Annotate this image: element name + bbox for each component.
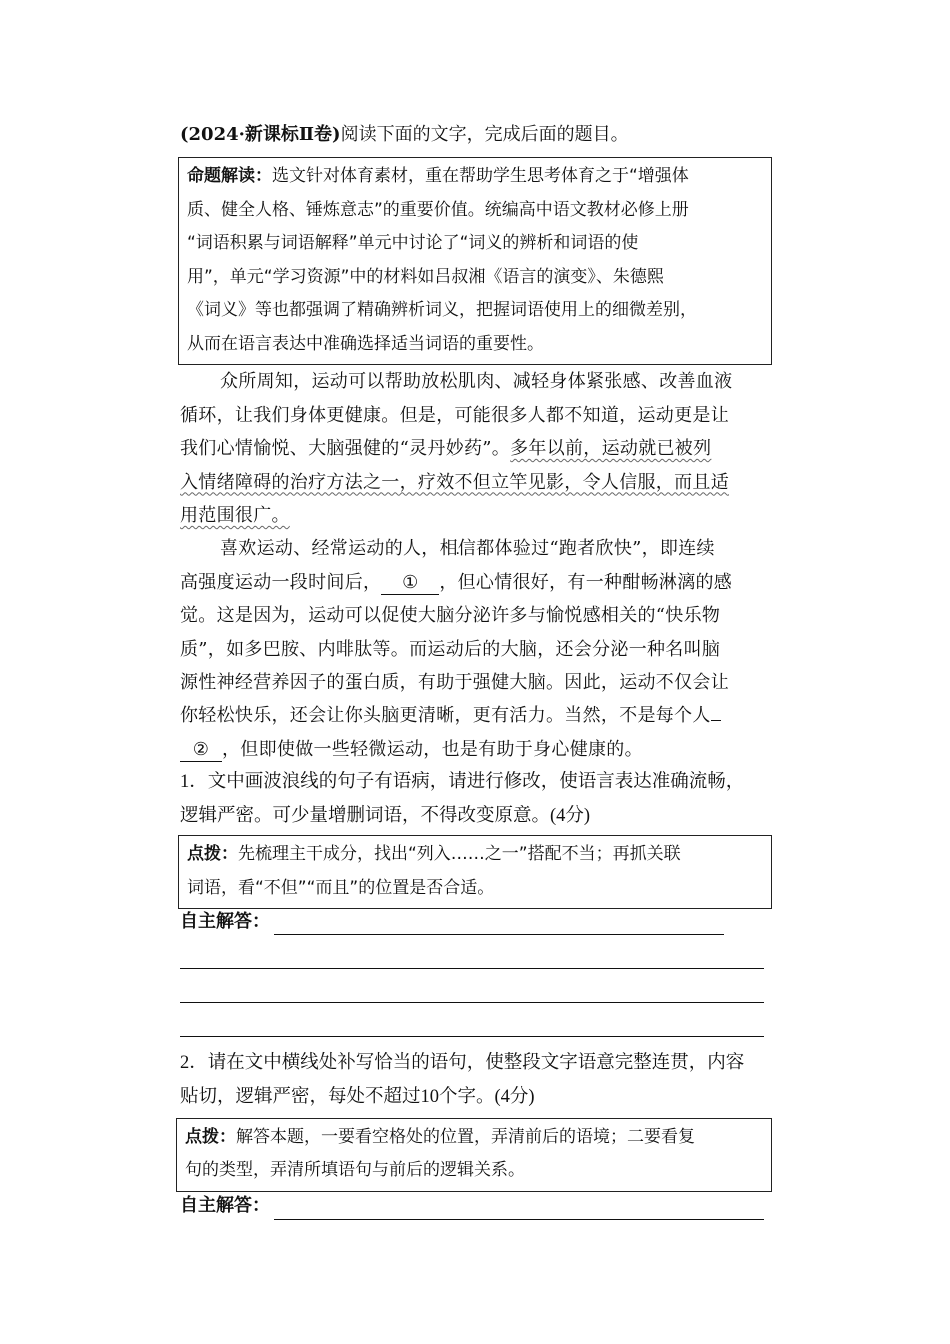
passage-paragraph-1 bbox=[180, 365, 772, 532]
intro-line: 用”，单元“学习资源”中的材料如吕叔湘《语言的演变》、朱德熙 bbox=[187, 266, 664, 287]
answer-line[interactable] bbox=[180, 935, 764, 969]
passage-line: 众所周知，运动可以帮助放松肌肉、减轻身体紧张感、改善血液 bbox=[220, 371, 733, 393]
passage-line: 源性神经营养因子的蛋白质，有助于强健大脑。因此，运动不仅会让 bbox=[180, 672, 729, 694]
answer-area-1 bbox=[180, 909, 772, 935]
hint-label: 点拨： bbox=[185, 1126, 236, 1147]
wavy-sentence: 用范围很广。 bbox=[180, 505, 290, 527]
blank-2[interactable]: ② bbox=[180, 739, 222, 762]
answer-label: 自主解答： bbox=[180, 1194, 270, 1216]
passage-text: ，但即使做一些轻微运动，也是有助于身心健康的。 bbox=[222, 738, 643, 760]
header-line bbox=[180, 118, 772, 151]
intro-line: 从而在语言表达中准确选择适当词语的重要性。 bbox=[187, 333, 544, 354]
dotted-word: 相信 bbox=[439, 538, 477, 560]
hint-line: 句的类型，弄清所填语句与前后的逻辑关系。 bbox=[185, 1160, 525, 1181]
blank-2-start[interactable] bbox=[711, 720, 721, 721]
answer-line[interactable] bbox=[180, 969, 764, 1003]
question-1-line: 1．文中画波浪线的句子有语病，请进行修改，使语言表达准确流畅， bbox=[180, 772, 745, 793]
intro-line: 选文针对体育素材，重在帮助学生思考体育之于“增强体 bbox=[272, 166, 689, 187]
hint-line: 解答本题，一要看空格处的位置，弄清前后的语境；二要看复 bbox=[236, 1126, 695, 1147]
wavy-sentence: 多年以前，运动就已被列 bbox=[510, 438, 712, 460]
passage-line: 循环，让我们身体更健康。但是，可能很多人都不知道，运动更是让 bbox=[180, 404, 729, 426]
answer-line[interactable] bbox=[180, 1003, 764, 1037]
intro-label: 命题解读： bbox=[187, 166, 272, 187]
source-tag: (2024·新课标Ⅱ卷) bbox=[180, 124, 341, 145]
passage-line: 质”，如多巴胺、内啡肽等。而运动后的大脑，还会分泌一种名叫脑 bbox=[180, 638, 721, 660]
hint-box-1 bbox=[178, 835, 772, 909]
passage-text: 都体验过“跑者欣快”，即连续 bbox=[476, 538, 715, 560]
intro-line: “词语积累与词语解释”单元中讨论了“词义的辨析和词语的使 bbox=[187, 233, 639, 254]
hint-line: 词语，看“不但”“而且”的位置是否合适。 bbox=[187, 877, 495, 898]
answer-label: 自主解答： bbox=[180, 911, 270, 933]
question-2 bbox=[180, 1047, 772, 1114]
passage-text: ，但心情很好，有一种酣畅淋漓的感 bbox=[439, 571, 733, 593]
passage-text: 高强度运动一段时间后， bbox=[180, 571, 382, 593]
answer-area-2 bbox=[180, 1192, 772, 1220]
passage-line: 我们心情愉悦、大脑强健的“灵丹妙药”。 bbox=[180, 438, 511, 460]
passage-text: 喜欢运动、经常运动的人， bbox=[220, 538, 440, 560]
question-2-line: 2．请在文中横线处补写恰当的语句，使整段文字语意完整连贯，内容 bbox=[180, 1053, 745, 1074]
passage-line: 觉。这是因为，运动可以促使大脑分泌许多与愉悦感相关的“快乐物 bbox=[180, 605, 721, 627]
hint-line: 先梳理主干成分，找出“列入……之一”搭配不当；再抓关联 bbox=[238, 844, 681, 865]
hint-box-2 bbox=[176, 1118, 772, 1192]
intro-box bbox=[178, 157, 772, 365]
passage-text: 你轻松快乐，还会让你头脑更清晰，更有活力。当然，不是每个人 bbox=[180, 705, 711, 727]
blank-1[interactable]: ① bbox=[381, 572, 439, 595]
question-1-line: 逻辑严密。可少量增删词语，不得改变原意。(4分) bbox=[180, 805, 591, 826]
intro-line: 质、健全人格、锤炼意志”的重要价值。统编高中语文教材必修上册 bbox=[187, 199, 689, 220]
page-content bbox=[180, 118, 772, 1220]
intro-line: 《词义》等也都强调了精确辨析词义，把握词语使用上的细微差别， bbox=[187, 300, 697, 321]
passage-paragraph-2 bbox=[180, 532, 772, 766]
answer-line[interactable] bbox=[274, 1193, 764, 1220]
hint-label: 点拨： bbox=[187, 844, 238, 865]
wavy-sentence: 入情绪障碍的治疗方法之一，疗效不但立竿见影，令人信服，而且适 bbox=[180, 471, 729, 493]
instruction-text: 阅读下面的文字，完成后面的题目。 bbox=[340, 124, 629, 145]
question-1 bbox=[180, 766, 772, 833]
answer-line[interactable] bbox=[274, 908, 724, 935]
question-2-line: 贴切，逻辑严密，每处不超过10个字。(4分) bbox=[180, 1086, 535, 1107]
